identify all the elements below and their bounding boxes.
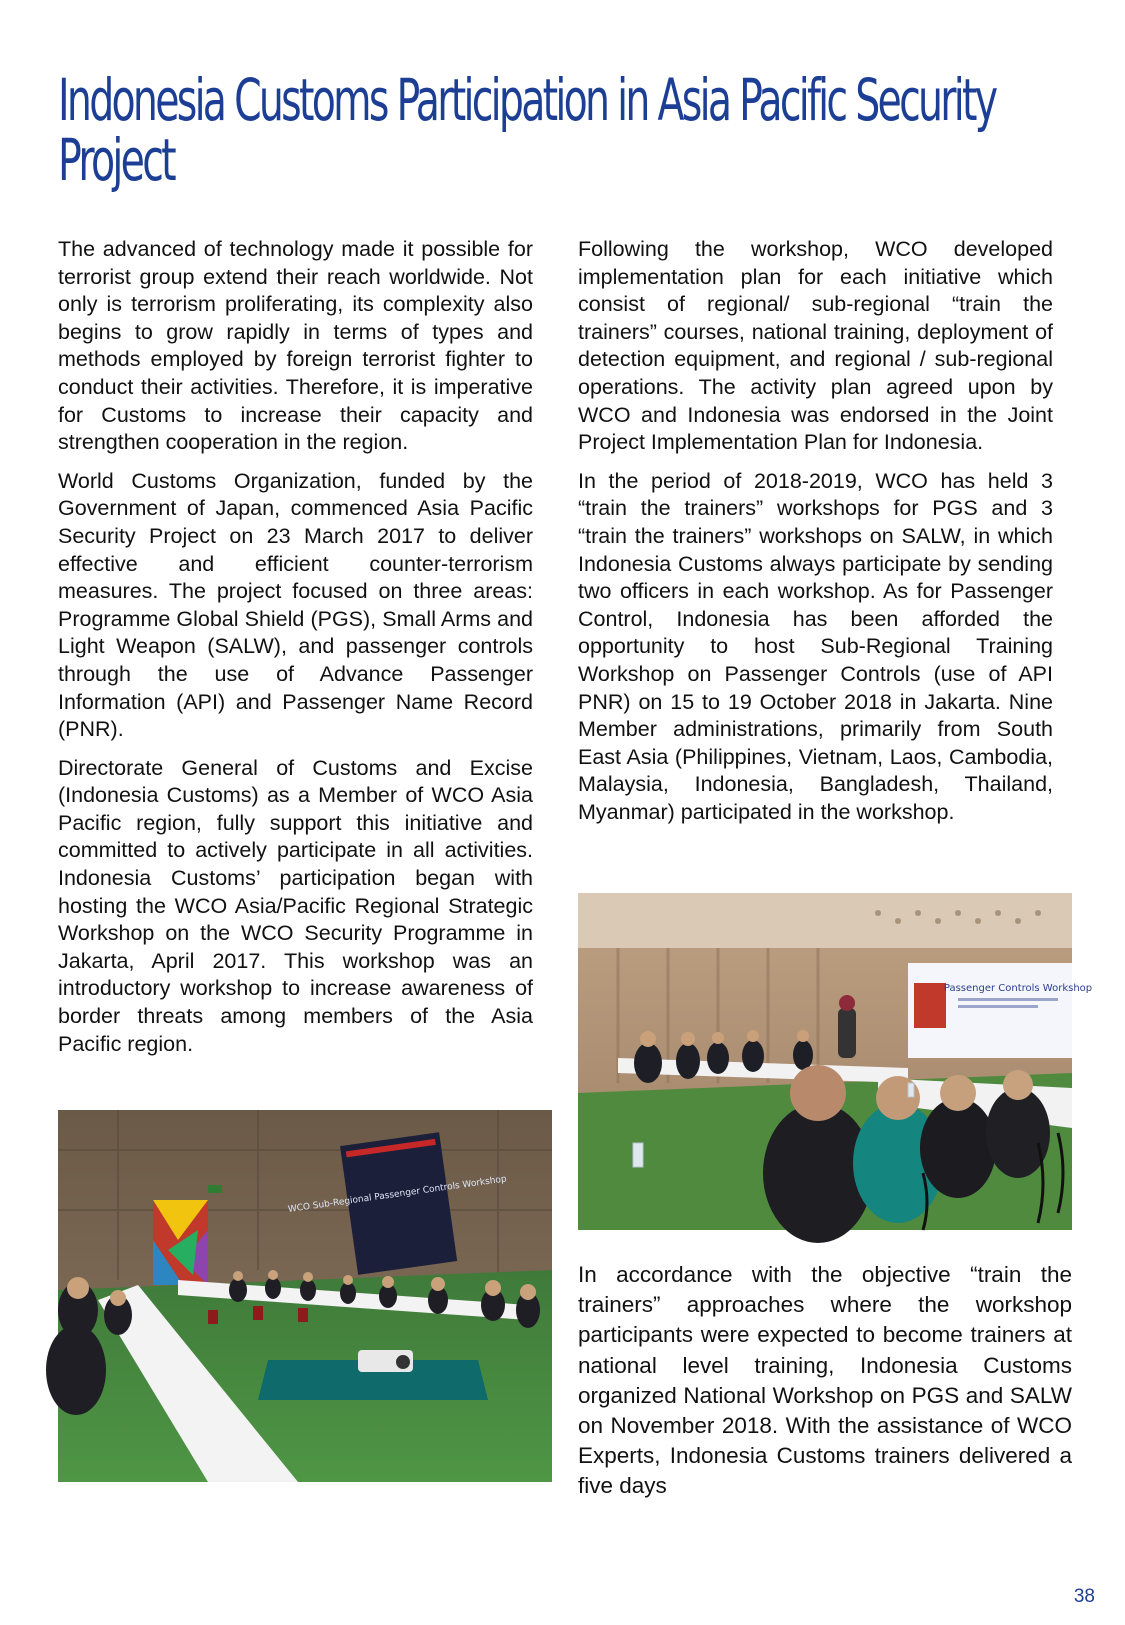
title-line-2: Project <box>58 126 174 194</box>
right-column <box>578 236 1053 837</box>
paragraph-wco-project: World Customs Organization, funded by the Government of Japan, commenced Asia Pacific Security Project on 23 March 2017 to deliver effective and efficient counter-terrorism measures. The project focused on three areas: Programme Global Shield (PGS), Small Arms and Light Weapon (SALW), and passenger controls through the use of Advance Passenger Information (API) and Passenger Name Record (PNR). <box>58 468 533 742</box>
paragraph-indonesia-customs: Directorate General of Customs and Excise (Indonesia Customs) as a Member of WCO Asia Pacific region, fully support this initiative and committed to actively participate in all activities. Indonesia Customs’ participation began with hosting the WCO Asia/Pacific Regional Strategic Workshop on the WCO Security Programme in Jakarta, April 2017. This workshop was an introductory workshop to increase awareness of border threats among members of the Asia Pacific region. <box>58 755 533 1056</box>
paragraph-workshops-2018-2019: In the period of 2018-2019, WCO has held 3 “train the trainers” workshops for PGS and 3 “train the trainers” workshops on SALW, in which Indonesia Customs always participate by sending two officers in each workshop. As for Passenger Control, Indonesia has been afforded the opportunity to host Sub-Regional Training Workshop on Passenger Controls (use of API PNR) on 15 to 19 October 2018 in Jakarta. Nine Member administrations, primarily from South East Asia (Philippines, Vietnam, Laos, Cambodia, Malaysia, Indonesia, Bangladesh, Thailand, Myanmar) participated in the workshop. <box>578 468 1053 824</box>
paragraph-national-workshop: In accordance with the objective “train the trainers” approaches where the workshop participants were expected to become trainers at national level training, Indonesia Customs organized National Workshop on PGS and SALW on November 2018. With the assistance of WCO Experts, Indonesia Customs trainers delivered a five days <box>578 1262 1072 1499</box>
left-column <box>58 236 533 1069</box>
workshop-photo-right <box>578 893 1093 1230</box>
article-title <box>58 66 996 194</box>
paragraph-national-workshop-block <box>578 1260 1072 1513</box>
paragraph-terrorism-context: The advanced of technology made it possible for terrorist group extend their reach worldwide. Not only is terrorism proliferating, its complexity also begins to grow rapidly in terms of types and methods employed by foreign terrorist fighter to conduct their activities. Therefore, it is imperative for Customs to increase their capacity and strengthen cooperation in the region. <box>58 237 533 455</box>
paragraph-implementation-plan: Following the workshop, WCO developed implementation plan for each initiative which consist of regional/ sub-regional “train the trainers” courses, national training, deployment of detection equipment, and regional / sub-regional operations. The activity plan agreed upon by WCO and Indonesia was endorsed in the Joint Project Implementation Plan for Indonesia. <box>578 237 1053 455</box>
title-line-1: Indonesia Customs Participation in Asia Pacific Security <box>58 66 996 134</box>
screen-title: Passenger Controls Workshop <box>943 983 1093 994</box>
banner-text: WCO Sub-Regional Passenger Controls Workshop <box>287 1174 508 1215</box>
workshop-photo-left <box>58 1110 552 1482</box>
page-number: 38 <box>1073 1586 1095 1607</box>
